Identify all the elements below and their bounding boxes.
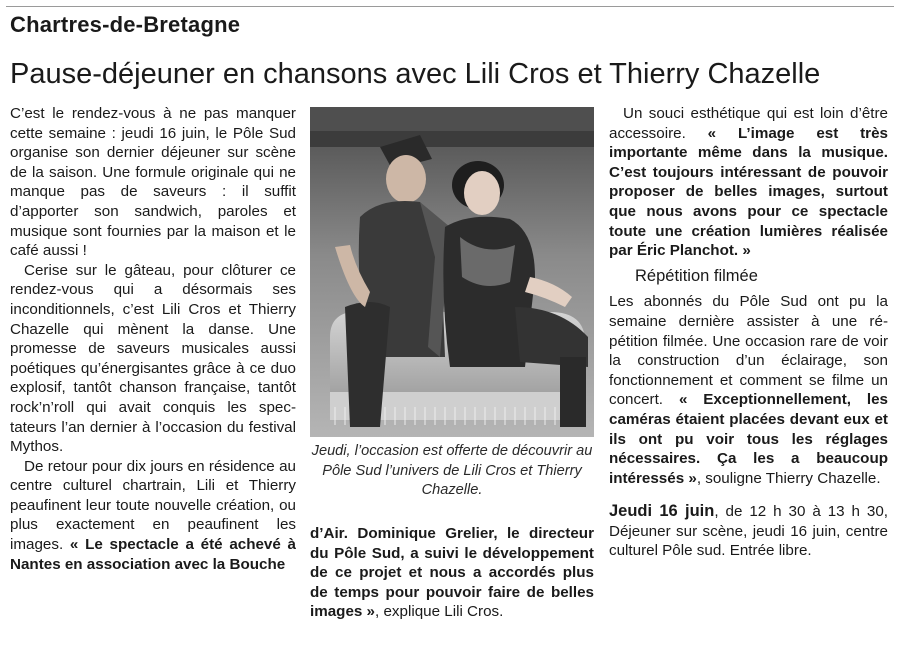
paragraph-souci-text: Un souci esthétique qui est loin d’être accessoire. <box>609 105 888 142</box>
paragraph-abonnes-text: Les abonnés du Pôle Sud ont pu la semaine dernière assister à une répétition filmée. Une occasion rare de voir la construction d’un éclairage, son fonctionnement et comment se filme un concert. <box>609 293 888 409</box>
article-photo <box>310 107 594 437</box>
paragraph-abonnes <box>609 292 888 488</box>
subheading-repetition: Répétition filmée <box>635 266 758 285</box>
paragraph-souci <box>609 104 888 261</box>
column-2-continuation <box>310 524 594 622</box>
column-3 <box>609 104 888 561</box>
article-headline: Pause-déjeuner en chansons avec Lili Cros et Thierry Chazelle <box>10 58 821 90</box>
paragraph-grelier-tail: , explique Lili Cros. <box>375 603 504 621</box>
photo-illustration <box>310 107 594 437</box>
paragraph-abonnes-tail: , souligne Thierry Chazelle. <box>696 469 881 487</box>
quote-spectacle: « Le spectacle a été achevé à Nantes en association avec la Bouche <box>10 536 296 573</box>
event-date: Jeudi 16 juin <box>609 502 715 521</box>
paragraph-residence-text: De retour pour dix jours en résidence au centre culturel chartrain, Lili et Thierry peaufinent leur toute nouvelle création, ou plus exactement en peaufinent les images. <box>10 457 296 554</box>
paragraph-residence <box>10 457 296 575</box>
paragraph-cerise: Cerise sur le gâteau, pour clôturer ce rendez-vous qui a désormais ses inconditionnels, c’est Lili Cros et Thierry Chazelle qui mènent la danse. Une promesse de saveurs musicales aussi poétiques qu’énergisantes grâce à ce duo explosif, tantôt chanson française, tantôt rock’n’roll qui avait conquis les spectateurs l’an dernier à l’occasion du festival Mythos. <box>10 261 296 456</box>
event-details: , de 12 h 30 à 13 h 30, Déjeuner sur scène, jeudi 16 juin, centre culturel Pôle sud. Entrée libre. <box>609 503 888 560</box>
quote-grelier: d’Air. Dominique Grelier, le directeur du Pôle Sud, a suivi le développement de ce projet et nous a accordés plus de temps pour pouvoir faire de belles images » <box>310 525 594 621</box>
paragraph-grelier <box>310 524 594 622</box>
paragraph-practical-info <box>609 502 888 561</box>
paragraph-intro: C’est le rendez-vous à ne pas manquer cette semaine : jeudi 16 juin, le Pôle Sud organise son dernier déjeuner sur scène de la saison. Une formule originale qui ne manque pas de saveurs : il suffit d’apporter son sandwich, paroles et musique sont fournies par la maison et le café aussi ! <box>10 105 296 260</box>
top-rule <box>6 6 894 7</box>
photo-caption: Jeudi, l’occasion est offerte de découvrir au Pôle Sud l’univers de Lili Cros et Thierry Chazelle. <box>311 443 593 498</box>
column-1 <box>10 104 296 574</box>
quote-cameras: « Exceptionnellement, les caméras étaient placées devant eux et ils ont pu voir tous les réglages nécessaires. Ça les a beaucoup intéressés » <box>609 391 888 487</box>
kicker-town: Chartres-de-Bretagne <box>10 12 241 37</box>
quote-image: « L’image est très importante même dans la musique. C’est toujours intéressant de pouvoir proposer de belles images, surtout que nous avons pour ce spectacle toute une création lumières réalisée par Éric Planchot. » <box>609 124 888 260</box>
